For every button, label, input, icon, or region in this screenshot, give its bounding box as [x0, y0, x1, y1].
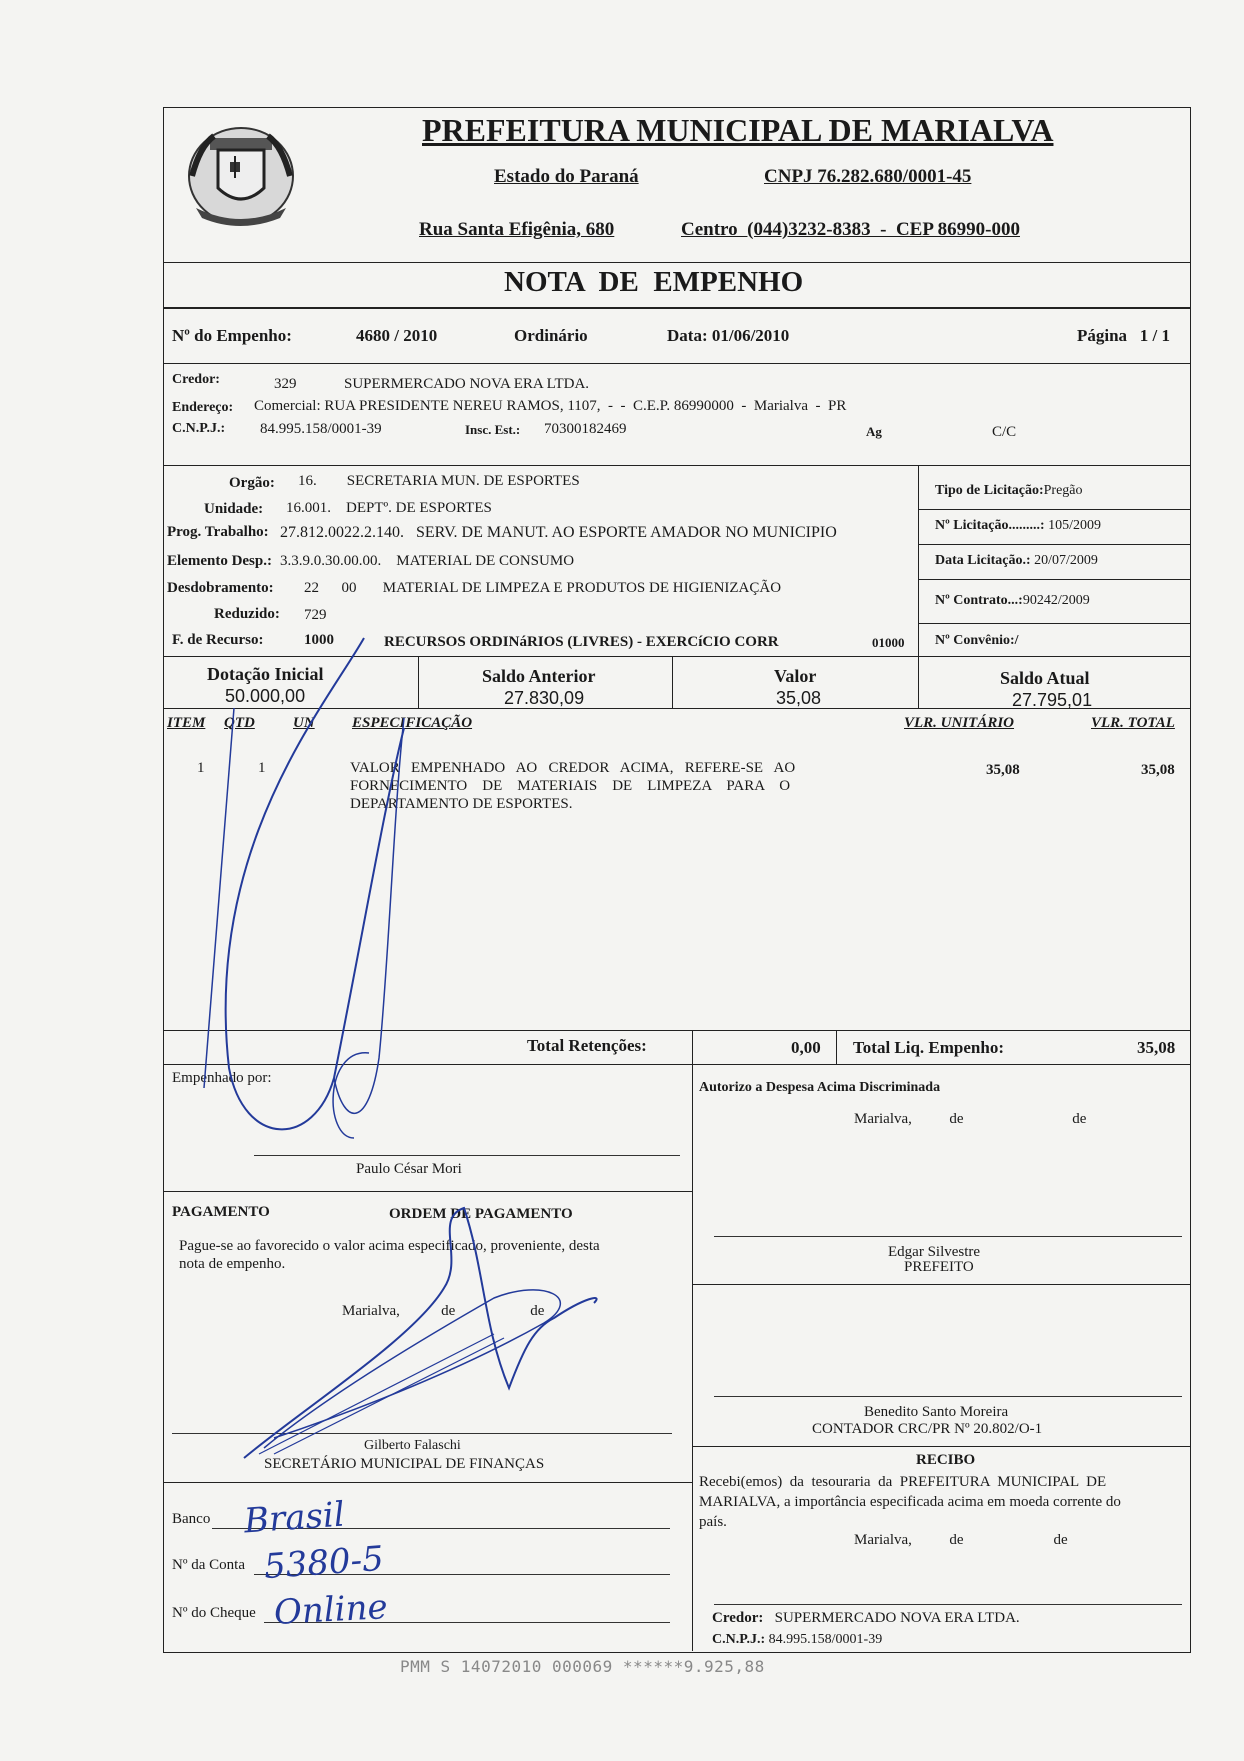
empenho-date: Data: 01/06/2010: [667, 326, 790, 345]
cheque-label: Nº do Cheque: [172, 1605, 256, 1621]
page-number: Página 1 / 1: [1077, 326, 1171, 345]
col-item: ITEM: [167, 715, 206, 731]
credor-cnpj: 84.995.158/0001-39: [260, 421, 382, 437]
pagamento-text-2: nota de empenho.: [179, 1256, 286, 1272]
prog-label: Prog. Trabalho:: [167, 524, 269, 540]
orgao-label: Orgão:: [229, 475, 275, 491]
dotacao-value: 50.000,00: [225, 686, 306, 706]
cnpj-header: CNPJ 76.282.680/0001-45: [764, 166, 972, 187]
item-qty: 1: [258, 760, 266, 776]
recibo-text-2: MARIALVA, a importância especificada acima em moeda corrente do: [699, 1494, 1121, 1510]
pagamento-label: PAGAMENTO: [172, 1204, 270, 1220]
col-especificacao: ESPECIFICAÇÃO: [352, 715, 473, 731]
unidade-label: Unidade:: [204, 501, 264, 517]
secretario-name: Gilberto Falaschi: [364, 1438, 461, 1453]
recurso-code: 1000: [304, 632, 334, 648]
saldo-atual-value: 27.795,01: [1012, 690, 1093, 710]
document-title: NOTA DE EMPENHO: [504, 266, 804, 298]
item-spec-line-1: VALOR EMPENHADO AO CREDOR ACIMA, REFERE-SE AO: [350, 760, 796, 776]
elemento-value: 3.3.9.0.30.00.00. MATERIAL DE CONSUMO: [280, 553, 575, 569]
valor-value: 35,08: [776, 688, 822, 708]
prefeito-title: PREFEITO: [904, 1259, 974, 1275]
item-number: 1: [197, 760, 205, 776]
recibo-credor: Credor: SUPERMERCADO NOVA ERA LTDA.: [712, 1610, 1020, 1626]
contador-name: Benedito Santo Moreira: [864, 1404, 1009, 1420]
recibo-cnpj: C.N.P.J.: 84.995.158/0001-39: [712, 1632, 883, 1647]
handwritten-banco: Brasil: [242, 1494, 346, 1542]
credor-address: Comercial: RUA PRESIDENTE NEREU RAMOS, 1107, - - C.E.P. 86990000 - Marialva - PR: [254, 398, 847, 414]
autorizo-label: Autorizo a Despesa Acima Discriminada: [699, 1080, 941, 1095]
elemento-label: Elemento Desp.:: [167, 553, 272, 569]
licitacao-data: Data Licitação.: 20/07/2009: [935, 553, 1098, 568]
item-total-value: 35,08: [1141, 762, 1175, 778]
banco-label: Banco: [172, 1511, 211, 1527]
saldo-anterior-value: 27.830,09: [504, 688, 585, 708]
state-label: Estado do Paraná: [494, 166, 639, 187]
saldo-anterior-label: Saldo Anterior: [482, 666, 596, 686]
credor-code: 329: [274, 376, 297, 392]
col-un: UN: [293, 715, 315, 731]
insc-est: 70300182469: [544, 421, 627, 437]
orgao-value: 16. SECRETARIA MUN. DE ESPORTES: [298, 473, 580, 489]
item-spec-line-3: DEPARTAMENTO DE ESPORTES.: [350, 796, 573, 812]
empenho-type: Ordinário: [514, 326, 588, 345]
valor-label: Valor: [774, 666, 817, 686]
licitacao-tipo: Tipo de Licitação:Pregão: [935, 483, 1083, 498]
contrato-numero: Nº Contrato...:90242/2009: [935, 593, 1090, 608]
empenho-number: 4680 / 2010: [356, 326, 438, 345]
col-vlr-total: VLR. TOTAL: [1091, 715, 1175, 731]
prefeito-name: Edgar Silvestre: [888, 1244, 981, 1260]
address-label: Endereço:: [172, 400, 234, 415]
nota-de-empenho-form: [163, 107, 1191, 1653]
contact-info: Centro (044)3232-8383 - CEP 86990-000: [681, 219, 1020, 240]
credor-label: Credor:: [172, 372, 220, 387]
recibo-text-1: Recebi(emos) da tesouraria da PREFEITURA MUNICIPAL DE: [699, 1474, 1107, 1490]
pagamento-text-1: Pague-se ao favorecido o valor acima especificado, proveniente, desta: [179, 1238, 600, 1254]
retencoes-label: Total Retenções:: [527, 1036, 647, 1055]
convenio-label: Nº Convênio:/: [935, 633, 1019, 648]
desdobramento-label: Desdobramento:: [167, 580, 274, 596]
empenhado-por-label: Empenhado por:: [172, 1070, 272, 1086]
saldo-atual-label: Saldo Atual: [1000, 668, 1090, 688]
credor-cnpj-label: C.N.P.J.:: [172, 421, 226, 436]
recibo-place-date: Marialva, de de: [854, 1532, 1068, 1548]
handwritten-signatures: [164, 108, 1190, 1652]
contador-title: CONTADOR CRC/PR Nº 20.802/O-1: [812, 1421, 1043, 1437]
recurso-description: RECURSOS ORDINáRIOS (LIVRES) - EXERCíCIO CORR: [384, 634, 779, 650]
empenhado-por-name: Paulo César Mori: [356, 1161, 462, 1177]
pagamento-place-date: Marialva, de de: [342, 1303, 545, 1319]
liquido-value: 35,08: [1137, 1038, 1176, 1057]
reduzido-value: 729: [304, 607, 327, 623]
agency-label: Ag: [866, 424, 882, 439]
street-address: Rua Santa Efigênia, 680: [419, 219, 615, 240]
unidade-value: 16.001. DEPTº. DE ESPORTES: [286, 500, 492, 516]
dotacao-label: Dotação Inicial: [207, 664, 324, 684]
secretario-title: SECRETÁRIO MUNICIPAL DE FINANÇAS: [264, 1456, 545, 1472]
reduzido-label: Reduzido:: [214, 606, 280, 622]
account-label: C/C: [992, 424, 1017, 440]
handwritten-conta: 5380-5: [262, 1538, 385, 1588]
recurso-label: F. de Recurso:: [172, 632, 264, 648]
insc-est-label: Insc. Est.:: [465, 422, 521, 437]
licitacao-numero: Nº Licitação.........: 105/2009: [935, 518, 1101, 533]
empenho-number-label: Nº do Empenho:: [172, 326, 292, 345]
conta-label: Nº da Conta: [172, 1557, 245, 1573]
prog-value: 27.812.0022.2.140. SERV. DE MANUT. AO ESPORTE AMADOR NO MUNICIPIO: [280, 524, 837, 541]
retencoes-value: 0,00: [791, 1038, 821, 1057]
city-hall-title: PREFEITURA MUNICIPAL DE MARIALVA: [422, 112, 1054, 148]
item-spec-line-2: FORNECIMENTO DE MATERIAIS DE LIMPEZA PARA O: [350, 778, 791, 794]
liquido-label: Total Liq. Empenho:: [853, 1038, 1004, 1057]
credor-name: SUPERMERCADO NOVA ERA LTDA.: [344, 376, 590, 392]
recibo-text-3: país.: [699, 1514, 727, 1530]
col-qtd: QTD: [224, 715, 255, 731]
handwritten-cheque: Online: [273, 1587, 389, 1633]
col-vlr-unitario: VLR. UNITÁRIO: [904, 715, 1015, 731]
recibo-label: RECIBO: [916, 1452, 976, 1468]
recurso-code-2: 01000: [872, 635, 905, 650]
item-unit-value: 35,08: [986, 762, 1020, 778]
ordem-pagamento-label: ORDEM DE PAGAMENTO: [389, 1206, 573, 1222]
desdobramento-value: 22 00 MATERIAL DE LIMPEZA E PRODUTOS DE HIGIENIZAÇÃO: [304, 580, 782, 596]
payment-stamp: PMM S 14072010 000069 ******9.925,88: [400, 1657, 765, 1676]
autorizo-place-date: Marialva, de de: [854, 1111, 1087, 1127]
